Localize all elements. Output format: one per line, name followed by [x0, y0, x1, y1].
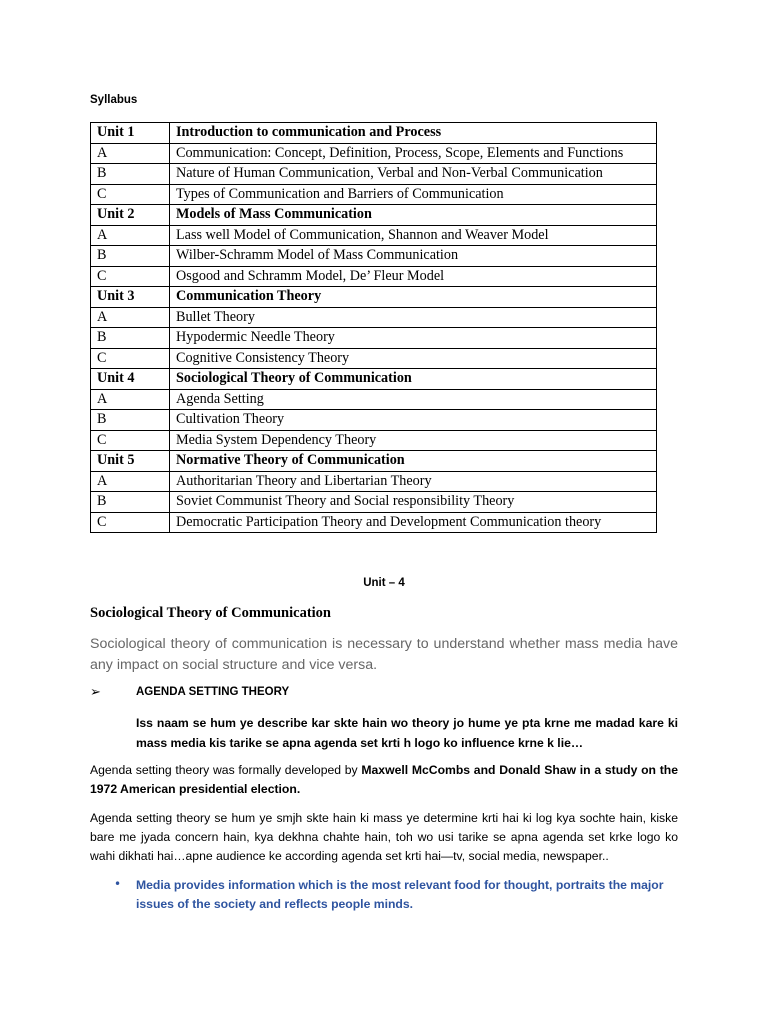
history-authors: Maxwell McCombs and Donald Shaw in a study on the 1972 American presidential election. [90, 763, 678, 796]
row-key: Unit 2 [91, 205, 170, 226]
row-value: Bullet Theory [170, 307, 657, 328]
unit-row [91, 123, 657, 144]
topic-row [91, 471, 657, 492]
topic-row [91, 492, 657, 513]
row-key: Unit 4 [91, 369, 170, 390]
topic-row [91, 246, 657, 267]
row-value: Nature of Human Communication, Verbal and Non-Verbal Communication [170, 164, 657, 185]
row-value: Normative Theory of Communication [170, 451, 657, 472]
row-key: A [91, 307, 170, 328]
row-key: C [91, 512, 170, 533]
row-key: A [91, 471, 170, 492]
syllabus-table [90, 122, 657, 533]
topic-row [91, 184, 657, 205]
arrow-bullet-icon: ➢ [90, 685, 101, 700]
unit-row [91, 451, 657, 472]
row-value: Cognitive Consistency Theory [170, 348, 657, 369]
row-value: Communication Theory [170, 287, 657, 308]
sub-heading: AGENDA SETTING THEORY [136, 686, 290, 698]
row-key: B [91, 492, 170, 513]
row-key: Unit 3 [91, 287, 170, 308]
row-value: Democratic Participation Theory and Development Communication theory [170, 512, 657, 533]
topic-row [91, 143, 657, 164]
row-value: Communication: Concept, Definition, Process, Scope, Elements and Functions [170, 143, 657, 164]
history-paragraph [90, 761, 678, 799]
topic-row [91, 164, 657, 185]
row-value: Cultivation Theory [170, 410, 657, 431]
bullet-dot-icon: • [114, 877, 122, 891]
syllabus-label: Syllabus [90, 94, 138, 106]
topic-row [91, 225, 657, 246]
row-value: Models of Mass Communication [170, 205, 657, 226]
topic-row [91, 307, 657, 328]
row-key: A [91, 143, 170, 164]
unit-row [91, 369, 657, 390]
row-value: Sociological Theory of Communication [170, 369, 657, 390]
unit-row [91, 287, 657, 308]
hinglish-definition: Iss naam se hum ye describe kar skte hain wo theory jo hume ye pta krne me madad kare ki mass media kis tarike se apna agenda set krti h logo ko influence krne k lie… [136, 716, 678, 750]
row-value: Types of Communication and Barriers of Communication [170, 184, 657, 205]
topic-row [91, 512, 657, 533]
row-value: Osgood and Schramm Model, De’ Fleur Model [170, 266, 657, 287]
row-value: Media System Dependency Theory [170, 430, 657, 451]
row-key: A [91, 389, 170, 410]
topic-row [91, 410, 657, 431]
topic-row [91, 266, 657, 287]
row-value: Authoritarian Theory and Libertarian Theory [170, 471, 657, 492]
row-key: B [91, 328, 170, 349]
topic-row [91, 389, 657, 410]
row-key: A [91, 225, 170, 246]
row-key: C [91, 430, 170, 451]
row-key: C [91, 184, 170, 205]
row-value: Agenda Setting [170, 389, 657, 410]
history-text: Agenda setting theory was formally developed by [90, 763, 362, 777]
row-key: C [91, 348, 170, 369]
row-key: B [91, 246, 170, 267]
topic-row [91, 328, 657, 349]
unit-heading: Unit – 4 [363, 577, 405, 589]
row-value: Soviet Communist Theory and Social responsibility Theory [170, 492, 657, 513]
row-value: Wilber-Schramm Model of Mass Communication [170, 246, 657, 267]
row-value: Lass well Model of Communication, Shannon and Weaver Model [170, 225, 657, 246]
row-key: B [91, 410, 170, 431]
topic-row [91, 348, 657, 369]
row-value: Hypodermic Needle Theory [170, 328, 657, 349]
bullet-text: Media provides information which is the most relevant food for thought, portraits the major issues of the society and reflects people minds. [136, 878, 664, 911]
row-key: B [91, 164, 170, 185]
row-key: Unit 1 [91, 123, 170, 144]
row-key: C [91, 266, 170, 287]
explanation-paragraph: Agenda setting theory se hum ye smjh skte hain ki mass ye determine krti hai ki log kya sochte hain, kiske bare me jyada concern hain, kya dekhna chahte hain, toh wo usi tarike se apna agenda set krke logo ko wahi dikhati hai…apne audience ke according agenda set krti hai—tv, social media, newspaper.. [90, 811, 678, 863]
row-value: Introduction to communication and Process [170, 123, 657, 144]
intro-paragraph: Sociological theory of communication is necessary to understand whether mass media have any impact on social structure and vice versa. [90, 636, 678, 673]
topic-row [91, 430, 657, 451]
row-key: Unit 5 [91, 451, 170, 472]
section-title: Sociological Theory of Communication [90, 605, 331, 621]
unit-row [91, 205, 657, 226]
